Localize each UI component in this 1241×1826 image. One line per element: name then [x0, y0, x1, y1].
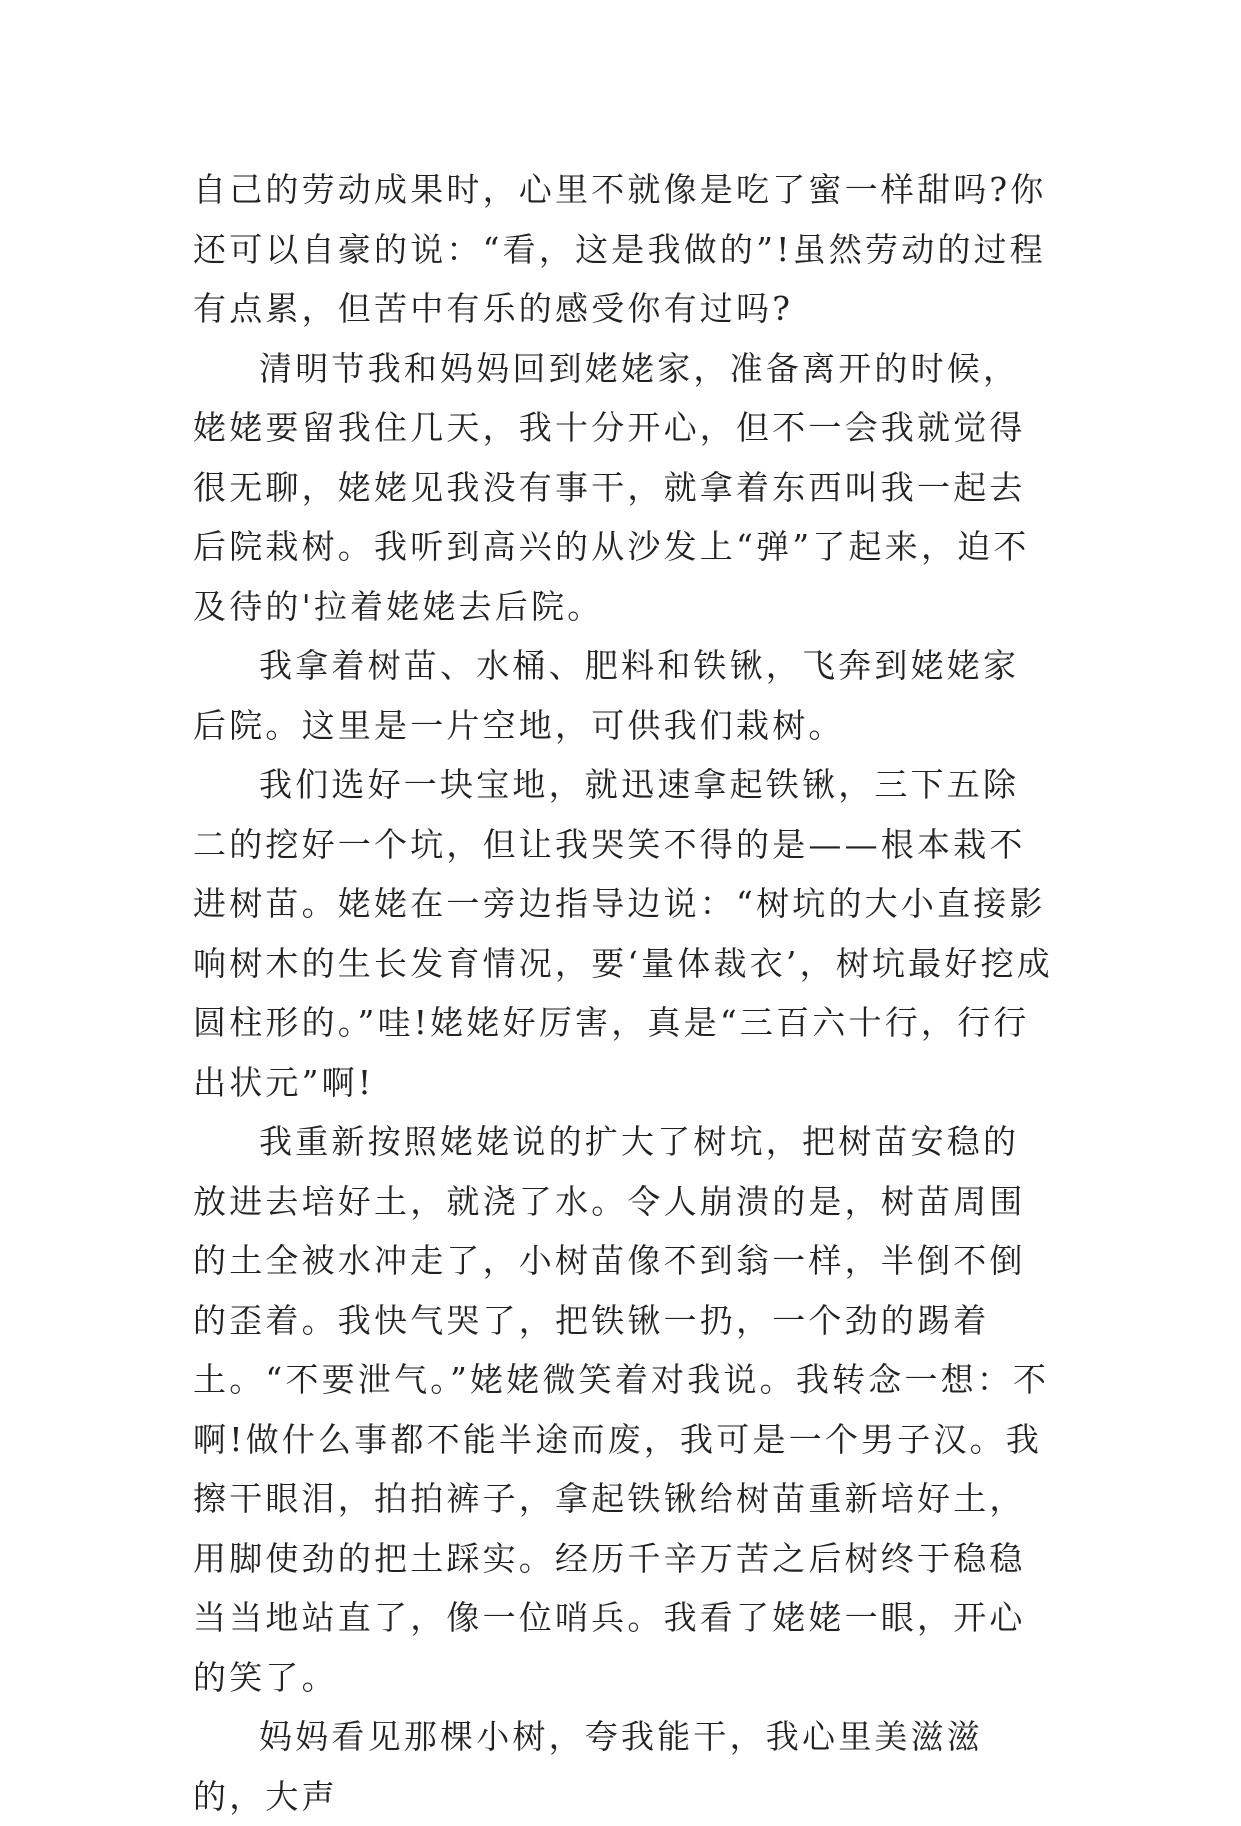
paragraph-6: 妈妈看见那棵小树，夸我能干，我心里美滋滋的，大声	[193, 1717, 983, 1816]
paragraph-3: 我拿着树苗、水桶、肥料和铁锹，飞奔到姥姥家后院。这里是一片空地，可供我们栽树。	[193, 646, 1020, 745]
paragraph-2: 清明节我和妈妈回到姥姥家，准备离开的时候，姥姥要留我住几天，我十分开心，但不一会我就觉得很无聊，姥姥见我没有事干，就拿着东西叫我一起去后院栽树。我听到高兴的从沙发上“弹”了起来，迫不及待的'拉着姥姥去后院。	[193, 348, 1030, 626]
paragraph-5: 我重新按照姥姥说的扩大了树坑，把树苗安稳的放进去培好土，就浇了水。令人崩溃的是，树苗周围的土全被水冲走了，小树苗像不到翁一样，半倒不倒的歪着。我快气哭了，把铁锹一扔，一个劲的踢着土。“不要泄气。”姥姥微笑着对我说。我转念一想：不啊!做什么事都不能半途而废，我可是一个男子汉。我擦干眼泪，拍拍裤子，拿起铁锹给树苗重新培好土，用脚使劲的把土踩实。经历千辛万苦之后树终于稳稳当当地站直了，像一位哨兵。我看了姥姥一眼，开心的笑了。	[193, 1122, 1050, 1697]
article-body	[193, 160, 1055, 1826]
paragraph-1: 自己的劳动成果时，心里不就像是吃了蜜一样甜吗?你还可以自豪的说：“看，这是我做的”!虽然劳动的过程有点累，但苦中有乐的感受你有过吗?	[193, 170, 1047, 328]
paragraph-4: 我们选好一块宝地，就迅速拿起铁锹，三下五除二的挖好一个坑，但让我哭笑不得的是——根本栽不进树苗。姥姥在一旁边指导边说：“树坑的大小直接影响树木的生长发育情况，要‘量体裁衣’，树坑最好挖成圆柱形的。”哇!姥姥好厉害，真是“三百六十行，行行出状元”啊!	[193, 765, 1053, 1102]
